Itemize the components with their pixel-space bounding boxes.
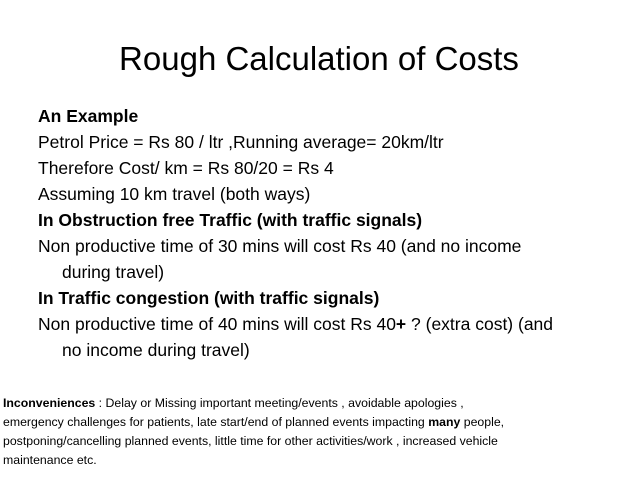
extra-cost-text: ? (extra cost) (and [406,314,554,334]
note-row-4: maintenance etc. [3,453,97,467]
example-heading: An Example [38,106,139,126]
note-row-3: postponing/cancelling planned events, little time for other activities/work , increased vehicle [3,434,498,448]
petrol-price-line: Petrol Price = Rs 80 / ltr ,Running average= 20km/ltr [38,132,444,152]
cost-per-km-line: Therefore Cost/ km = Rs 80/20 = Rs 4 [38,158,334,178]
obstruction-free-heading: In Obstruction free Traffic (with traffic signals) [38,210,423,230]
slide-title: Rough Calculation of Costs [119,40,519,77]
slide-body [38,104,634,362]
congestion-cost-line [38,312,634,336]
travel-assumption-line: Assuming 10 km travel (both ways) [38,184,311,204]
obstruction-free-cost-continuation: during travel) [62,262,165,282]
obstruction-free-cost-line: Non productive time of 30 mins will cost Rs 40 (and no income [38,236,522,256]
note-row-2-end: people, [460,415,505,429]
note-row-1-text: : Delay or Missing important meeting/events , avoidable apologies , [95,396,464,410]
inconveniences-label: Inconveniences [3,396,96,410]
note-row-2-text: emergency challenges for patients, late start/end of planned events impacting [3,415,429,429]
congestion-heading: In Traffic congestion (with traffic signals) [38,288,380,308]
inconveniences-note [3,394,635,470]
note-row-1 [3,394,635,413]
congestion-cost-text: Non productive time of 40 mins will cost Rs 40 [38,314,396,334]
note-row-2 [3,413,635,432]
plus-sign: + [395,314,407,334]
congestion-cost-continuation: no income during travel) [62,340,250,360]
many-emphasis: many [428,415,461,429]
